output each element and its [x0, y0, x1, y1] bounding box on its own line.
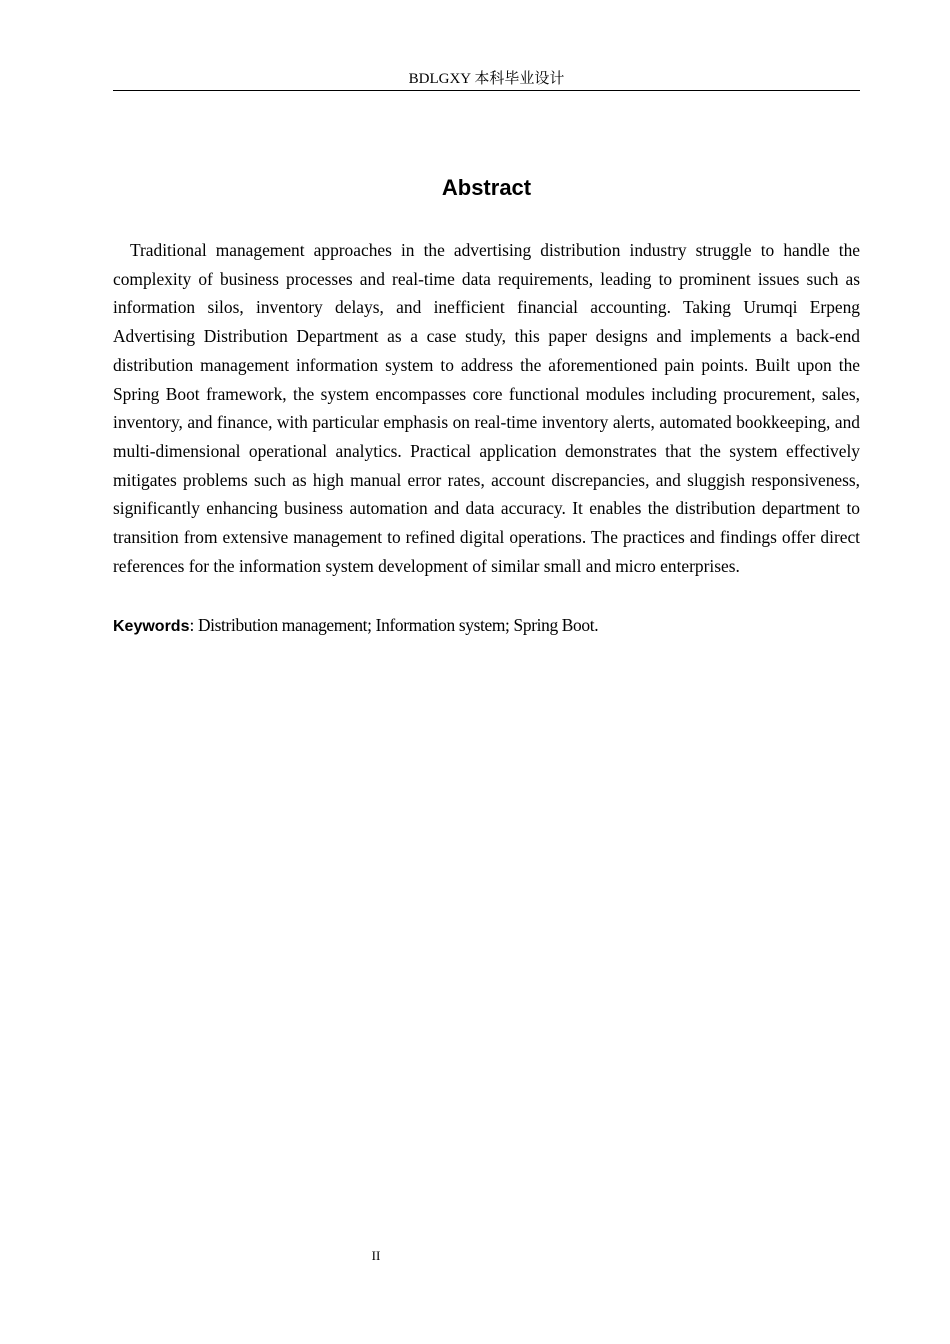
header-rule [113, 90, 860, 91]
keywords-label: Keywords [113, 618, 190, 635]
keywords-text: : Distribution management; Information system; Spring Boot. [189, 615, 599, 635]
page-number: II [371, 1248, 381, 1263]
abstract-body: Traditional management approaches in the advertising distribution industry struggle to handle the complexity of business processes and real-time data requirements, leading to prominent issues such as information silos, inventory delays, and inefficient financial accounting. Taking Urumqi Erpeng Advertising Distribution Department as a case study, this paper designs and implements a back-end distribution management information system to address the aforementioned pain points. Built upon the Spring Boot framework, the system encompasses core functional modules including procurement, sales, inventory, and finance, with particular emphasis on real-time inventory alerts, automated bookkeeping, and multi-dimensional operational analytics. Practical application demonstrates that the system effectively mitigates problems such as high manual error rates, account discrepancies, and sluggish responsiveness, significantly enhancing business automation and data accuracy. It enables the distribution department to transition from extensive management to refined digital operations. The practices and findings offer direct references for the information system development of similar small and micro enterprises. [113, 240, 860, 576]
running-header: BDLGXY 本科毕业设计 [408, 71, 565, 87]
abstract-title: Abstract [441, 175, 532, 200]
keywords-line [113, 611, 860, 641]
